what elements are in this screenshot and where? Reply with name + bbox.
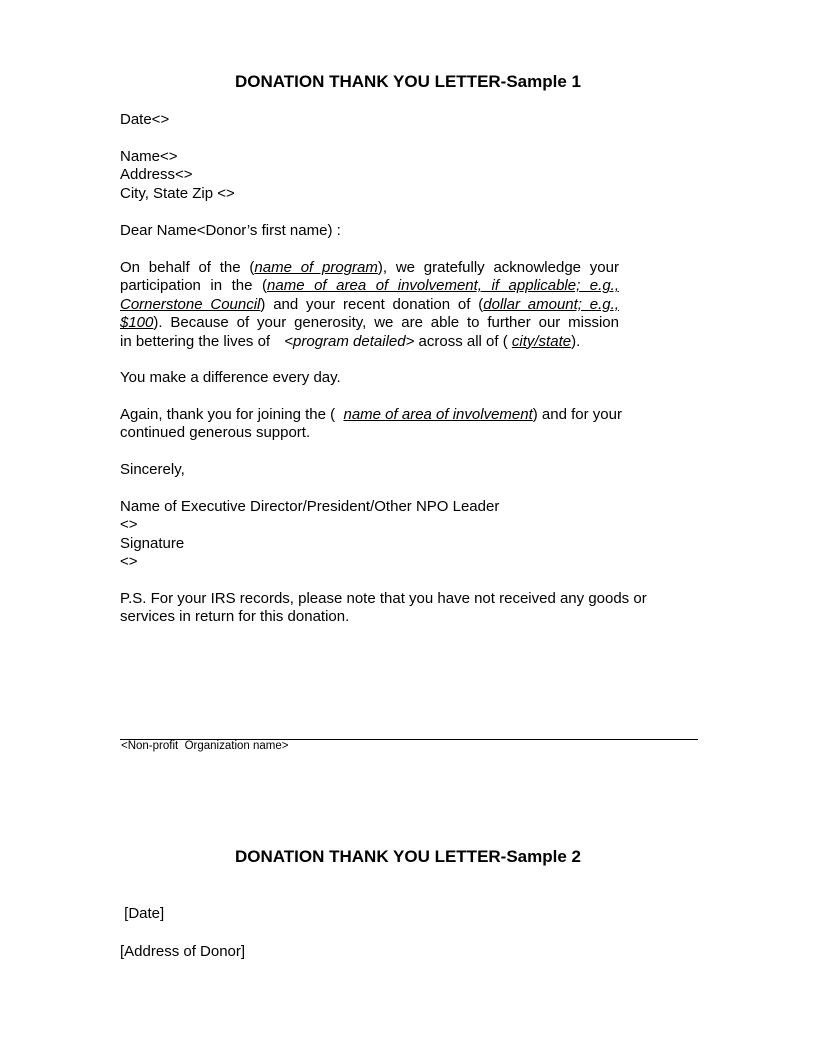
sample-2-date-line: [Date] — [120, 905, 165, 922]
salutation-line: Dear Name<Donor’s first name) : — [120, 222, 341, 239]
sample-2-address — [120, 943, 245, 961]
text-run: ), we gratefully acknowledge your — [377, 259, 619, 276]
council-example: Cornerstone Council — [120, 295, 261, 313]
thanks-line-2: continued generous support. — [120, 424, 311, 442]
closing-line: Sincerely, — [120, 461, 185, 478]
paragraph-line-3 — [120, 296, 619, 314]
thanks-line-1 — [120, 406, 622, 424]
acknowledgement-paragraph — [120, 259, 619, 351]
thanks-paragraph — [120, 406, 622, 443]
date-line: Date<> — [120, 111, 170, 128]
organization-name-footer: <Non-profit Organization name> — [121, 740, 289, 752]
signer-placeholder: <> — [120, 516, 138, 534]
program-detailed-placeholder: <program detailed> — [284, 332, 415, 350]
text-run: in bettering the lives of — [120, 332, 275, 350]
signer-title: Name of Executive Director/President/Other NPO Leader — [120, 498, 500, 515]
salutation — [120, 222, 341, 240]
dollar-example: $100 — [120, 314, 154, 332]
recipient-name: Name<> — [120, 148, 178, 165]
signature-block — [120, 498, 499, 572]
paragraph-line-4 — [120, 314, 619, 332]
program-name-placeholder: name of program — [254, 259, 378, 276]
difference-line: You make a difference every day. — [120, 369, 341, 386]
text-run: Again, thank you for joining the ( — [120, 406, 344, 423]
recipient-city: City, State Zip <> — [120, 184, 235, 202]
closing — [120, 461, 185, 479]
text-run: On behalf of the ( — [120, 259, 255, 276]
letter-date — [120, 111, 169, 129]
recipient-address: Address<> — [120, 166, 193, 184]
area-of-involvement-placeholder: name of area of involvement, if applicable; e.g., — [267, 277, 619, 295]
postscript-line-1: P.S. For your IRS records, please note that you have not received any goods or — [120, 590, 647, 607]
dollar-amount-placeholder: dollar amount; e.g., — [483, 295, 619, 313]
city-state-placeholder: city/state — [511, 332, 572, 350]
sample-2-title: DONATION THANK YOU LETTER-Sample 2 — [234, 847, 581, 866]
text-run: ). — [571, 332, 581, 350]
text-run: across all of ( — [414, 332, 512, 350]
paragraph-line-5 — [120, 333, 619, 351]
postscript — [120, 590, 647, 627]
recipient-address-block — [120, 148, 235, 203]
area-of-involvement-placeholder-2: name of area of involvement — [343, 406, 533, 423]
paragraph-line-2 — [120, 277, 619, 295]
signature-placeholder: <> — [120, 553, 138, 571]
sample-1-title: DONATION THANK YOU LETTER-Sample 1 — [234, 72, 581, 91]
text-run: participation in the ( — [120, 277, 268, 295]
postscript-line-2: services in return for this donation. — [120, 608, 350, 626]
signature-label: Signature — [120, 534, 185, 552]
paragraph-line-1 — [120, 259, 619, 277]
donor-address-placeholder: [Address of Donor] — [120, 943, 246, 960]
text-run: ) and your recent donation of ( — [260, 295, 484, 313]
text-run: ) and for your — [532, 406, 622, 423]
difference-paragraph — [120, 369, 341, 387]
text-run: ). Because of your generosity, we are able to further our mission — [153, 314, 619, 332]
sample-2-date — [120, 905, 164, 923]
